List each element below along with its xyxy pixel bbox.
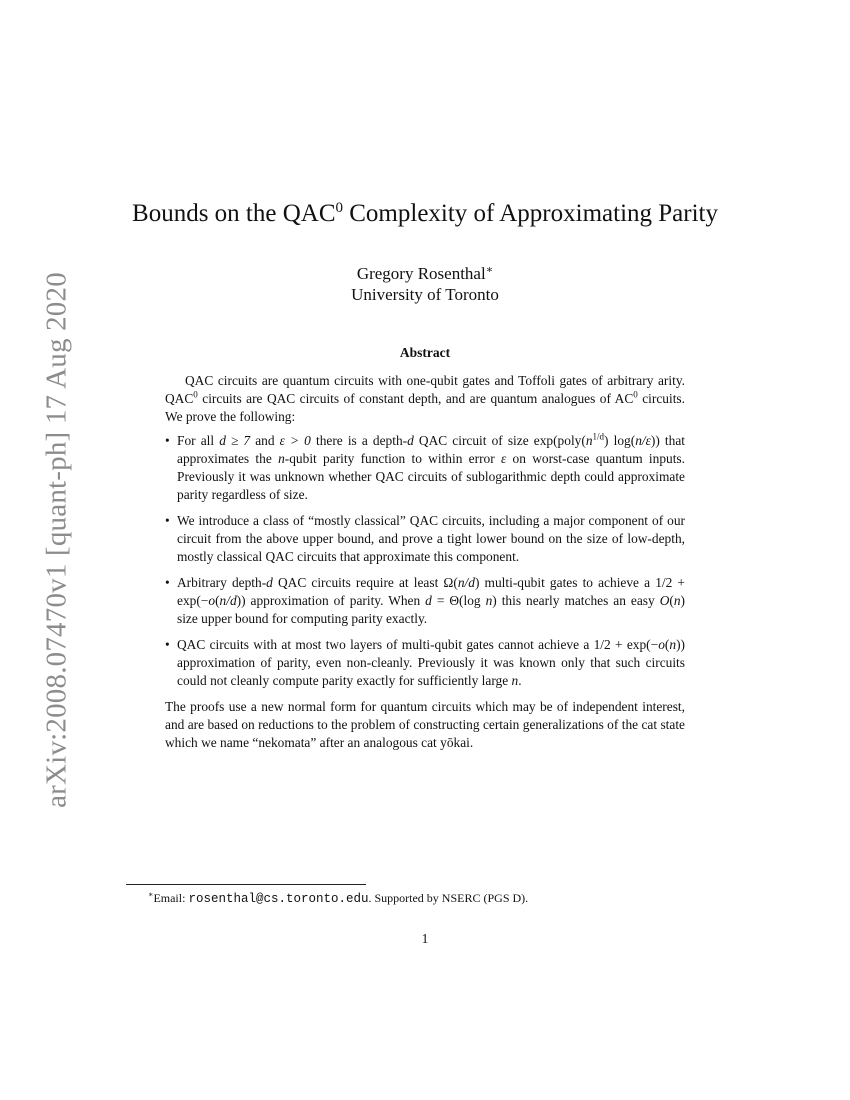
text-run: and (250, 433, 280, 448)
math-run: n (669, 637, 677, 652)
math-run: ε (500, 451, 507, 466)
text-run: ) log( (604, 433, 636, 448)
bullet-icon: • (165, 637, 170, 652)
math-superscript: 1/d (592, 431, 605, 442)
math-run: o (658, 637, 665, 652)
intro-sup-1: 0 (193, 389, 198, 400)
page-number: 1 (421, 931, 429, 946)
intro-text-2: circuits are QAC circuits of constant depth, and are quantum analogues of AC (197, 391, 634, 406)
text-run: QAC circuits require at least Ω( (272, 575, 458, 590)
math-run: n/d (219, 593, 237, 608)
author-block (0, 263, 850, 305)
author-name: Gregory Rosenthal (356, 264, 486, 283)
author-name-line (0, 263, 850, 284)
intro-text-3: circuits. We prove the following: (165, 391, 685, 424)
text-run: = Θ(log (431, 593, 486, 608)
paper-title (0, 200, 850, 228)
text-run: We introduce a class of “mostly classical” QAC circuits, including a major component of our circuit from the above upper bound, and prove a tight lower bound on the size of low-depth, mostly classical QAC circuits that approximate this component. (177, 513, 685, 564)
intro-text-1: QAC circuits are quantum circuits with one-qubit gates and Toffoli gates of arbitrary arity. QAC (165, 373, 685, 406)
bullet-icon: • (165, 513, 170, 528)
list-item (165, 512, 685, 566)
author-footnote-mark: ∗ (485, 263, 494, 276)
footnote-label: Email: (153, 891, 189, 905)
text-run: ) this nearly matches an easy (492, 593, 660, 608)
text-run: -qubit parity function to within error (284, 451, 501, 466)
abstract-closing: The proofs use a new normal form for quantum circuits which may be of independent interest, and are based on reductions to the problem of constructing certain generalizations of the cat state which we name “nekomata” after an analogous cat yōkai. (165, 699, 685, 750)
bullet-icon: • (165, 575, 170, 590)
list-item (165, 431, 685, 504)
abstract-heading: Abstract (399, 345, 451, 360)
text-run: )) approximation of parity. When (236, 593, 426, 608)
list-item (165, 636, 685, 690)
abstract-intro (165, 372, 685, 426)
text-run: ( (664, 637, 670, 652)
abstract-body (165, 372, 685, 752)
math-run: d (407, 433, 414, 448)
math-run: n/ε (635, 433, 651, 448)
footnote-divider (126, 884, 366, 885)
text-run: ) size upper bound for computing parity exactly. (177, 593, 685, 626)
text-run: . (518, 673, 522, 688)
math-run: n (278, 451, 285, 466)
author-affiliation: University of Toronto (351, 285, 499, 304)
text-run: ) multi-qubit gates to achieve a 1/2 + exp(− (177, 575, 685, 608)
text-run: QAC circuits with at most two layers of multi-qubit gates cannot achieve a 1/2 + exp(− (177, 637, 659, 652)
text-run: Arbitrary depth- (177, 575, 267, 590)
math-run: n (673, 593, 681, 608)
list-item (165, 574, 685, 628)
math-run: d (425, 593, 432, 608)
math-run: n/d (457, 575, 475, 590)
text-run: QAC circuit of size exp(poly( (413, 433, 586, 448)
math-run: ε > 0 (279, 433, 311, 448)
text-run: on worst-case quantum inputs. Previously it was unknown whether QAC circuits of sublogarithmic depth could approximate parity regardless of size. (177, 451, 685, 502)
bullet-icon: • (165, 433, 170, 448)
results-list (165, 432, 685, 690)
math-run: o (208, 593, 216, 608)
math-run: n (585, 433, 593, 448)
intro-sup-2: 0 (633, 389, 638, 400)
math-run: n (485, 593, 493, 608)
math-run: d (266, 575, 273, 590)
footnote (148, 891, 708, 907)
text-run: ( (215, 593, 220, 608)
author-email-link[interactable]: rosenthal@cs.toronto.edu (188, 892, 369, 906)
title-superscript: 0 (335, 200, 343, 216)
text-run: ( (669, 593, 674, 608)
text-run: For all (177, 433, 220, 448)
math-run: O (659, 593, 670, 608)
text-run: )) that approximates the (177, 433, 685, 466)
text-run: )) approximation of parity, even non-cleanly. Previously it was known only that such circuits could not cleanly compute parity exactly for sufficiently large (177, 637, 685, 688)
title-prefix: Bounds on the QAC (132, 200, 336, 227)
math-run: n (511, 673, 519, 688)
footnote-rest: . Supported by NSERC (PGS D). (368, 891, 529, 905)
text-run: there is a depth- (310, 433, 408, 448)
title-suffix: Complexity of Approximating Parity (343, 200, 718, 227)
math-run: d ≥ 7 (219, 433, 251, 448)
arxiv-identifier-stamp: arXiv:2008.07470v1 [quant-ph] 17 Aug 2020 (40, 272, 73, 808)
footnote-mark: ∗ (148, 890, 154, 900)
